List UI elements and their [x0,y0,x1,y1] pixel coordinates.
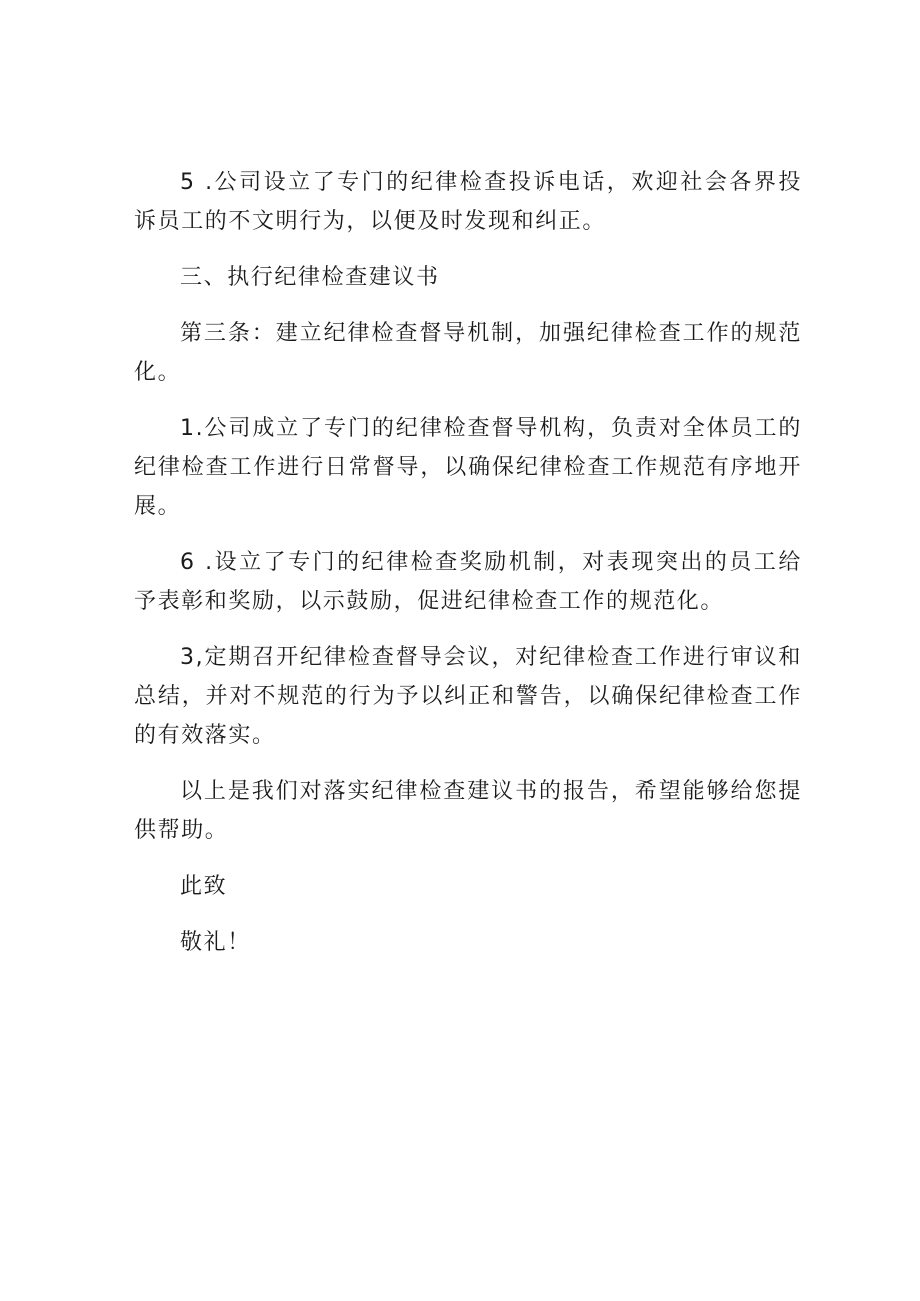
paragraph-supervision-meeting: 3,定期召开纪律检查督导会议，对纪律检查工作进行审议和总结，并对不规范的行为予以纠正和警告，以确保纪律检查工作的有效落实。 [134,645,802,748]
paragraph-reward-mechanism: 6 .设立了专门的纪律检查奖励机制，对表现突出的员工给予表彰和奖励，以示鼓励，促进纪律检查工作的规范化。 [134,550,802,614]
paragraph-article-three: 第三条：建立纪律检查督导机制，加强纪律检查工作的规范化。 [134,321,802,385]
section-heading-execute-proposal: 三、执行纪律检查建议书 [180,265,440,290]
paragraph-supervision-agency: 1.公司成立了专门的纪律检查督导机构，负责对全体员工的纪律检查工作进行日常督导，以确保纪律检查工作规范有序地开展。 [134,416,802,519]
closing-salutation: 此致 [180,874,228,899]
paragraph-complaint-hotline: 5 .公司设立了专门的纪律检查投诉电话，欢迎社会各界投诉员工的不文明行为，以便及时发现和纠正。 [134,170,802,234]
closing-regards: 敬礼！ [180,930,251,955]
document-body [134,163,802,979]
paragraph-closing-report: 以上是我们对落实纪律检查建议书的报告，希望能够给您提供帮助。 [134,779,802,843]
